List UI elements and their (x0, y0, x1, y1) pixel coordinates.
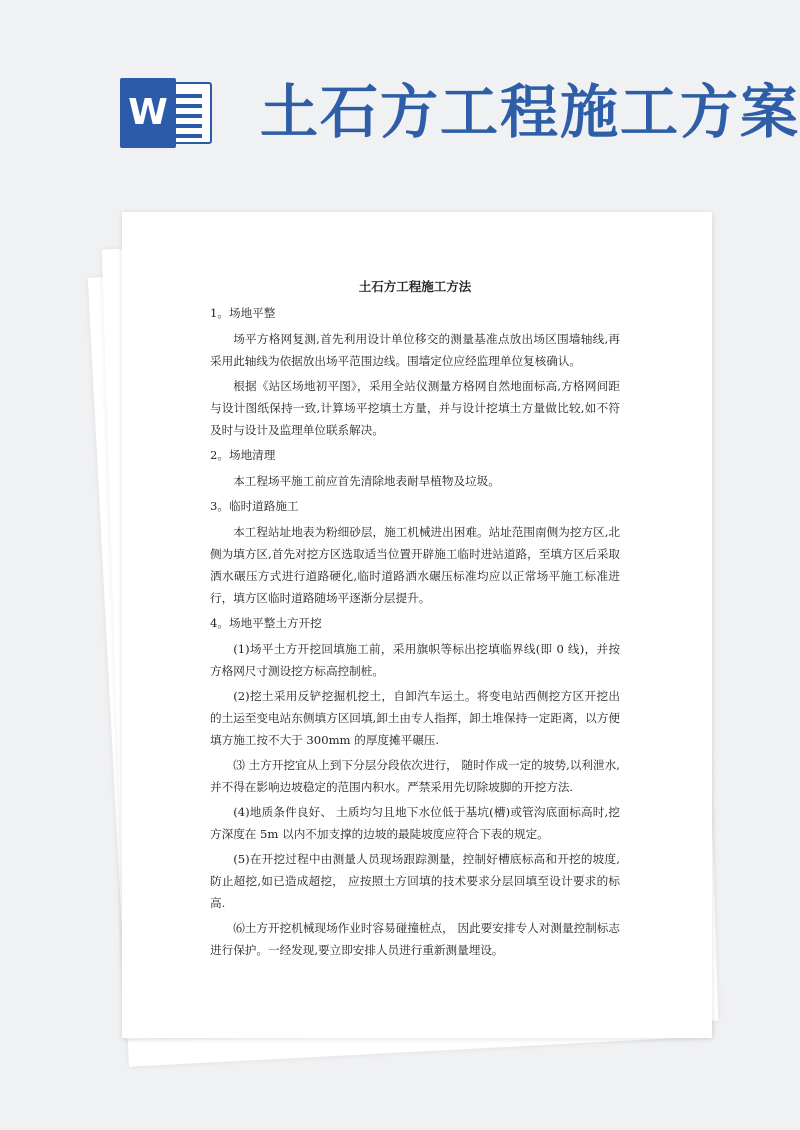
paragraph: ⑶ 土方开挖宜从上到下分层分段依次进行， 随时作成一定的坡势,以利泄水,并不得在影响边坡稳定的范围内积水。严禁采用先切除坡脚的开挖方法. (210, 758, 620, 794)
section-site-leveling (210, 302, 620, 441)
paragraph: (2)挖土采用反铲挖掘机挖土，自卸汽车运土。将变电站西侧挖方区开挖出的土运至变电站东侧填方区回填,卸土由专人指挥，卸土堆保持一定距离，以方便填方施工按不大于 300mm 的厚度摊平碾压. (210, 689, 620, 747)
paragraph: 本工程场平施工前应首先清除地表耐旱植物及垃圾。 (233, 474, 500, 488)
section-excavation (210, 612, 620, 961)
paragraph: (1)场平土方开挖回填施工前，采用旗帜等标出挖填临界线(即 0 线)，并按方格网尺寸测设挖方标高控制桩。 (210, 642, 620, 678)
paragraph: 根据《站区场地初平图》，采用全站仪测量方格网自然地面标高,方格网间距与设计图纸保持一致,计算场平挖填土方量，并与设计挖填土方量做比较,如不符及时与设计及监理单位联系解决。 (210, 379, 620, 437)
word-icon-badge: W (120, 78, 176, 148)
section-heading: 4。场地平整土方开挖 (210, 616, 322, 630)
word-document-icon (120, 78, 212, 148)
document-title: 土石方工程施工方法 (358, 279, 472, 294)
document-body (210, 278, 620, 964)
section-site-clearing (210, 444, 620, 492)
banner-title: 土石方工程施工方案 (260, 78, 800, 146)
section-temporary-road (210, 495, 620, 609)
paragraph: (5)在开挖过程中由测量人员现场跟踪测量，控制好槽底标高和开挖的坡度,防止超挖,如已造成超挖， 应按照土方回填的技术要求分层回填至设计要求的标高. (210, 852, 620, 910)
paragraph: 场平方格网复测,首先利用设计单位移交的测量基准点放出场区围墙轴线,再采用此轴线为依据放出场平范围边线。围墙定位应经监理单位复核确认。 (210, 332, 620, 368)
paragraph: (4)地质条件良好、 土质均匀且地下水位低于基坑(槽)或管沟底面标高时,挖方深度在 5m 以内不加支撑的边坡的最陡坡度应符合下表的规定。 (210, 805, 620, 841)
section-heading: 3。临时道路施工 (210, 499, 299, 513)
banner (0, 0, 800, 200)
paragraph: ⑹土方开挖机械现场作业时容易碰撞桩点， 因此要安排专人对测量控制标志进行保护。一经发现,要立即安排人员进行重新测量埋设。 (210, 921, 620, 957)
section-heading: 1。场地平整 (210, 306, 276, 320)
paragraph: 本工程站址地表为粉细砂层，施工机械进出困难。站址范围南侧为挖方区,北侧为填方区,首先对挖方区选取适当位置开辟施工临时进站道路，至填方区后采取洒水碾压方式进行道路硬化,临时道路洒水碾压标准均应以正常场平施工标准进行，填方区临时道路随场平逐渐分层提升。 (210, 525, 620, 605)
section-heading: 2。场地清理 (210, 448, 276, 462)
